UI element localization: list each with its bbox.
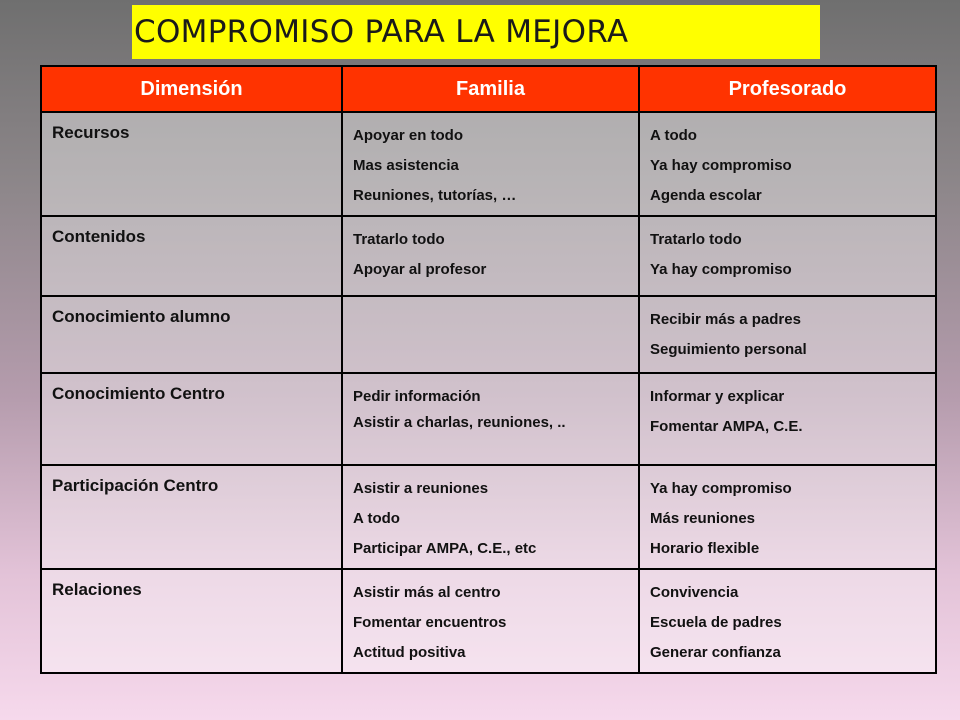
dimension-cell: Relaciones	[41, 569, 342, 673]
familia-cell	[342, 296, 639, 373]
list-item: Ya hay compromiso	[650, 157, 792, 174]
table-header-row	[41, 66, 936, 112]
list-item: Generar confianza	[650, 644, 781, 661]
table-row	[41, 216, 936, 296]
list-item: Tratarlo todo	[353, 231, 445, 248]
list-item: Informar y explicar	[650, 388, 785, 405]
profesorado-cell	[639, 465, 936, 569]
commitment-table	[40, 65, 937, 674]
list-item: Seguimiento personal	[650, 341, 807, 358]
list-item: Escuela de padres	[650, 614, 782, 631]
list-item: Mas asistencia	[353, 157, 459, 174]
profesorado-cell	[639, 296, 936, 373]
header-dimension: Dimensión	[41, 66, 342, 112]
table-row	[41, 112, 936, 216]
familia-cell	[342, 373, 639, 465]
table-row	[41, 569, 936, 673]
list-item: Ya hay compromiso	[650, 480, 792, 497]
list-item: Pedir información	[353, 388, 481, 405]
list-item: Tratarlo todo	[650, 231, 742, 248]
list-item: Apoyar en todo	[353, 127, 464, 144]
familia-cell	[342, 112, 639, 216]
dimension-cell: Recursos	[41, 112, 342, 216]
profesorado-cell	[639, 373, 936, 465]
list-item: Agenda escolar	[650, 187, 762, 204]
list-item: Fomentar AMPA, C.E.	[650, 418, 803, 435]
familia-cell	[342, 216, 639, 296]
list-item: Apoyar al profesor	[353, 261, 487, 278]
list-item: A todo	[353, 510, 400, 527]
dimension-cell: Contenidos	[41, 216, 342, 296]
header-profesorado: Profesorado	[639, 66, 936, 112]
list-item: Fomentar encuentros	[353, 614, 507, 631]
profesorado-cell	[639, 112, 936, 216]
list-item: A todo	[650, 127, 697, 144]
list-item: Ya hay compromiso	[650, 261, 792, 278]
dimension-cell: Conocimiento alumno	[41, 296, 342, 373]
list-item: Asistir más al centro	[353, 584, 501, 601]
list-item: Asistir a charlas, reuniones, ..	[353, 414, 566, 431]
table-row	[41, 373, 936, 465]
dimension-cell: Participación Centro	[41, 465, 342, 569]
list-item: Asistir a reuniones	[353, 480, 489, 497]
list-item: Horario flexible	[650, 540, 760, 557]
familia-cell	[342, 569, 639, 673]
dimension-cell: Conocimiento Centro	[41, 373, 342, 465]
list-item: Convivencia	[650, 584, 739, 601]
list-item: Recibir más a padres	[650, 311, 801, 328]
list-item: Actitud positiva	[353, 644, 466, 661]
profesorado-cell	[639, 569, 936, 673]
header-familia: Familia	[342, 66, 639, 112]
table-row	[41, 296, 936, 373]
profesorado-cell	[639, 216, 936, 296]
table-row	[41, 465, 936, 569]
list-item: Más reuniones	[650, 510, 756, 527]
page-title: COMPROMISO PARA LA MEJORA	[132, 5, 820, 59]
list-item: Reuniones, tutorías, …	[353, 187, 517, 204]
familia-cell	[342, 465, 639, 569]
list-item: Participar AMPA, C.E., etc	[353, 540, 537, 557]
